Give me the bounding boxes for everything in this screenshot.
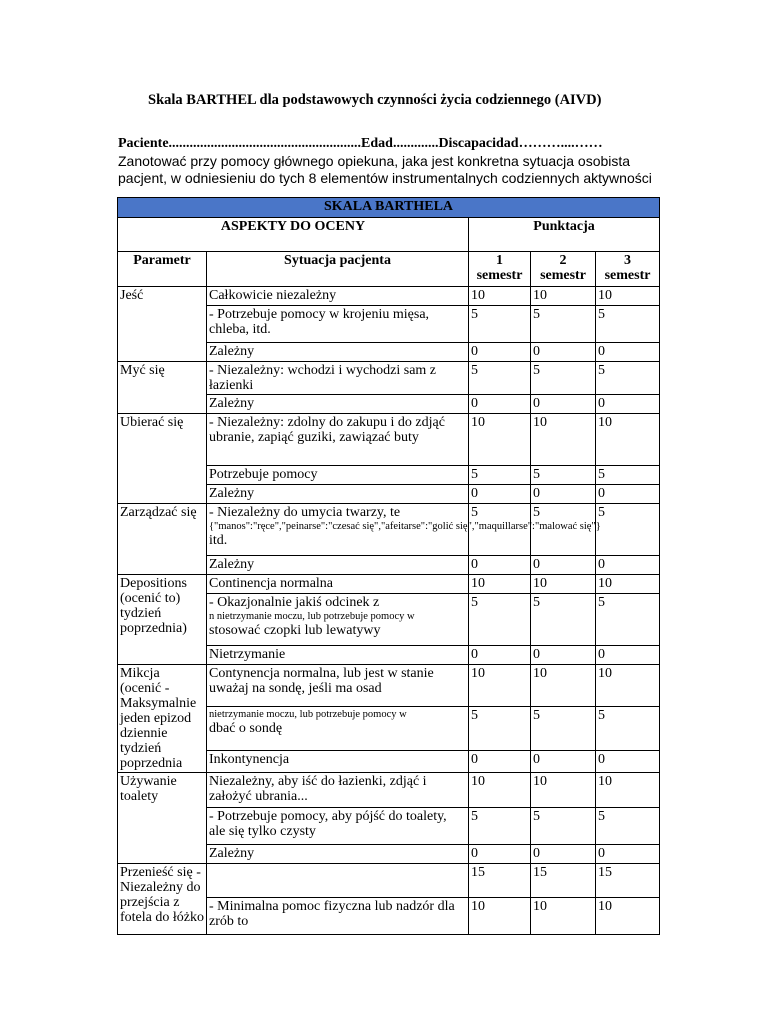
score-semester-3: 5 [596, 707, 660, 750]
situation-text: Niezależny, aby iść do łazienki, zdjąć i założyć ubrania... [209, 774, 427, 804]
score-semester-2: 5 [531, 504, 596, 556]
situation-cell [207, 287, 469, 306]
score-semester-3: 0 [596, 556, 660, 575]
situation-cell [207, 485, 469, 504]
score-semester-1: 0 [469, 485, 531, 504]
semester-header-2: 2 semestr [531, 252, 596, 287]
score-semester-1: 5 [469, 594, 531, 646]
score-semester-3: 5 [596, 306, 660, 343]
situation-cell [207, 362, 469, 395]
situation-cell [207, 306, 469, 343]
situation-cell [207, 898, 469, 935]
param-header: Parametr [118, 252, 207, 287]
situation-text: Continencja normalna [209, 576, 334, 591]
score-semester-2: 5 [531, 707, 596, 750]
parameter-cell: Depositions (ocenić to) tydzień poprzednia) [118, 575, 207, 665]
score-semester-2: 5 [531, 808, 596, 845]
situation-text: Zależny [209, 557, 255, 572]
parameter-cell: Jeść [118, 287, 207, 362]
score-semester-2: 0 [531, 343, 596, 362]
score-semester-2: 10 [531, 414, 596, 466]
situation-cell [207, 575, 469, 594]
score-semester-3: 0 [596, 646, 660, 665]
score-semester-1: 5 [469, 808, 531, 845]
score-semester-1: 10 [469, 287, 531, 306]
score-semester-2: 0 [531, 646, 596, 665]
parameter-cell: Przenieść się - Niezależny do przejścia z fotela do łóżko [118, 864, 207, 935]
score-semester-2: 0 [531, 395, 596, 414]
situation-cell [207, 504, 601, 556]
situation-cell [207, 414, 469, 466]
situation-text: - Niezależny: wchodzi i wychodzi sam z łazienki [209, 363, 437, 393]
table-row [118, 665, 660, 707]
score-semester-1: 10 [469, 898, 531, 935]
score-semester-2: 10 [531, 898, 596, 935]
score-semester-3: 5 [596, 466, 660, 485]
score-semester-2: 10 [531, 773, 596, 808]
score-semester-2: 0 [531, 485, 596, 504]
situation-cell [207, 808, 469, 845]
patient-info-line: Paciente.......................................................Edad.............Discapacidad………....…… [118, 136, 603, 151]
situation-text: Inkontynencja [209, 751, 290, 767]
parameter-cell: Używanie toalety [118, 773, 207, 864]
situation-text: - Potrzebuje pomocy, aby pójść do toalety, ale się tylko czysty [209, 809, 447, 839]
document-title: Skala BARTHEL dla podstawowych czynności życia codziennego (AIVD) [148, 92, 602, 108]
situation-cell [207, 646, 469, 665]
situation-cell [207, 845, 469, 864]
situation-text: - Potrzebuje pomocy w krojeniu mięsa, chleba, itd. [209, 307, 430, 337]
score-semester-3: 0 [596, 395, 660, 414]
barthel-scale-table [117, 197, 660, 935]
score-semester-3: 10 [596, 665, 660, 707]
situation-cell [207, 773, 469, 808]
situation-cell [207, 466, 469, 485]
score-semester-3: 10 [596, 575, 660, 594]
score-semester-1: 5 [469, 466, 531, 485]
score-semester-1: 10 [469, 575, 531, 594]
score-semester-3: 5 [596, 808, 660, 845]
score-semester-1: 0 [469, 750, 531, 772]
score-semester-2: 5 [531, 362, 596, 395]
situation-header: Sytuacja pacjenta [207, 252, 469, 287]
score-semester-2: 0 [531, 845, 596, 864]
score-semester-3: 10 [596, 287, 660, 306]
score-semester-3: 0 [596, 845, 660, 864]
situation-text: - Minimalna pomoc fizyczna lub nadzór dla zrób to [209, 899, 455, 929]
score-semester-1: 15 [469, 864, 531, 898]
situation-text-end: itd. [209, 533, 228, 548]
score-semester-2: 5 [531, 594, 596, 646]
situation-text: - Niezależny do umycia twarzy, te [209, 505, 401, 520]
situation-text: Całkowicie niezależny [209, 288, 337, 303]
situation-cell [207, 594, 469, 646]
table-row [118, 504, 660, 556]
table-row [118, 414, 660, 466]
score-semester-2: 10 [531, 287, 596, 306]
score-semester-3: 5 [596, 594, 660, 646]
score-semester-2: 0 [531, 750, 596, 772]
score-semester-3: 0 [596, 485, 660, 504]
situation-text: Zależny [209, 486, 255, 501]
semester-header-1: 1 semestr [469, 252, 531, 287]
situation-cell [207, 864, 469, 898]
score-semester-3: 0 [596, 750, 660, 772]
score-semester-1: 0 [469, 343, 531, 362]
aspects-header: ASPEKTY DO OCENY [118, 218, 469, 252]
table-row [118, 575, 660, 594]
situation-text-end: dbać o sondę [209, 721, 283, 737]
score-semester-1: 0 [469, 395, 531, 414]
situation-text: Nietrzymanie [209, 647, 286, 662]
semester-header-3: 3 semestr [596, 252, 660, 287]
score-semester-1: 10 [469, 414, 531, 466]
score-semester-1: 10 [469, 773, 531, 808]
situation-text: - Niezależny: zdolny do zakupu i do zdjąć ubranie, zapiąć guziki, zawiązać buty [209, 415, 445, 445]
score-semester-1: 0 [469, 646, 531, 665]
table-row [118, 362, 660, 395]
situation-text: Zależny [209, 846, 255, 861]
situation-note: {"manos":"ręce","peinarse":"czesać się","afeitarse":"golić się","maquillarse":"malować się"} [209, 521, 601, 532]
situation-cell [207, 707, 469, 750]
situation-text: Potrzebuje pomocy [209, 467, 318, 482]
score-semester-1: 10 [469, 665, 531, 707]
table-row [118, 287, 660, 306]
situation-text-end: stosować czopki lub lewatywy [209, 623, 381, 638]
instruction-text: Zanotować przy pomocy głównego opiekuna, jaka jest konkretna sytuacja osobista pacjent, w odniesieniu do tych 8 elementów instrumentalnych codziennych aktywności [118, 153, 652, 186]
score-semester-2: 10 [531, 575, 596, 594]
score-semester-2: 10 [531, 665, 596, 707]
score-semester-1: 5 [469, 707, 531, 750]
score-semester-1: 0 [469, 845, 531, 864]
situation-cell [207, 665, 469, 707]
score-semester-2: 0 [531, 556, 596, 575]
situation-cell [207, 750, 469, 772]
score-semester-2: 15 [531, 864, 596, 898]
score-semester-3: 10 [596, 414, 660, 466]
score-semester-1: 5 [469, 362, 531, 395]
parameter-cell: Zarządzać się [118, 504, 207, 575]
score-semester-3: 10 [596, 898, 660, 935]
table-banner: SKALA BARTHELA [118, 198, 660, 218]
score-semester-3: 5 [596, 504, 660, 556]
score-semester-1: 5 [469, 504, 531, 556]
score-semester-1: 0 [469, 556, 531, 575]
situation-text: Contynencja normalna, lub jest w stanie uważaj na sondę, jeśli ma osad [209, 666, 434, 696]
situation-text: Zależny [209, 396, 255, 411]
parameter-cell: Myć się [118, 362, 207, 414]
table-row [118, 773, 660, 808]
situation-note: n nietrzymanie moczu, lub potrzebuje pomocy w [209, 611, 415, 622]
parameter-cell: Mikcja (ocenić - Maksymalnie jeden epizod dziennie tydzień poprzednia [118, 665, 207, 773]
situation-note: nietrzymanie moczu, lub potrzebuje pomocy w [209, 709, 407, 721]
score-semester-2: 5 [531, 466, 596, 485]
situation-cell [207, 556, 469, 575]
situation-cell [207, 343, 469, 362]
situation-text: - Okazjonalnie jakiś odcinek z [209, 595, 380, 610]
score-semester-1: 5 [469, 306, 531, 343]
score-semester-3: 0 [596, 343, 660, 362]
situation-cell [207, 395, 469, 414]
table-row [118, 864, 660, 898]
score-header: Punktacja [469, 218, 660, 252]
parameter-cell: Ubierać się [118, 414, 207, 504]
situation-text: Zależny [209, 344, 255, 359]
score-semester-3: 15 [596, 864, 660, 898]
score-semester-3: 5 [596, 362, 660, 395]
score-semester-2: 5 [531, 306, 596, 343]
score-semester-3: 10 [596, 773, 660, 808]
